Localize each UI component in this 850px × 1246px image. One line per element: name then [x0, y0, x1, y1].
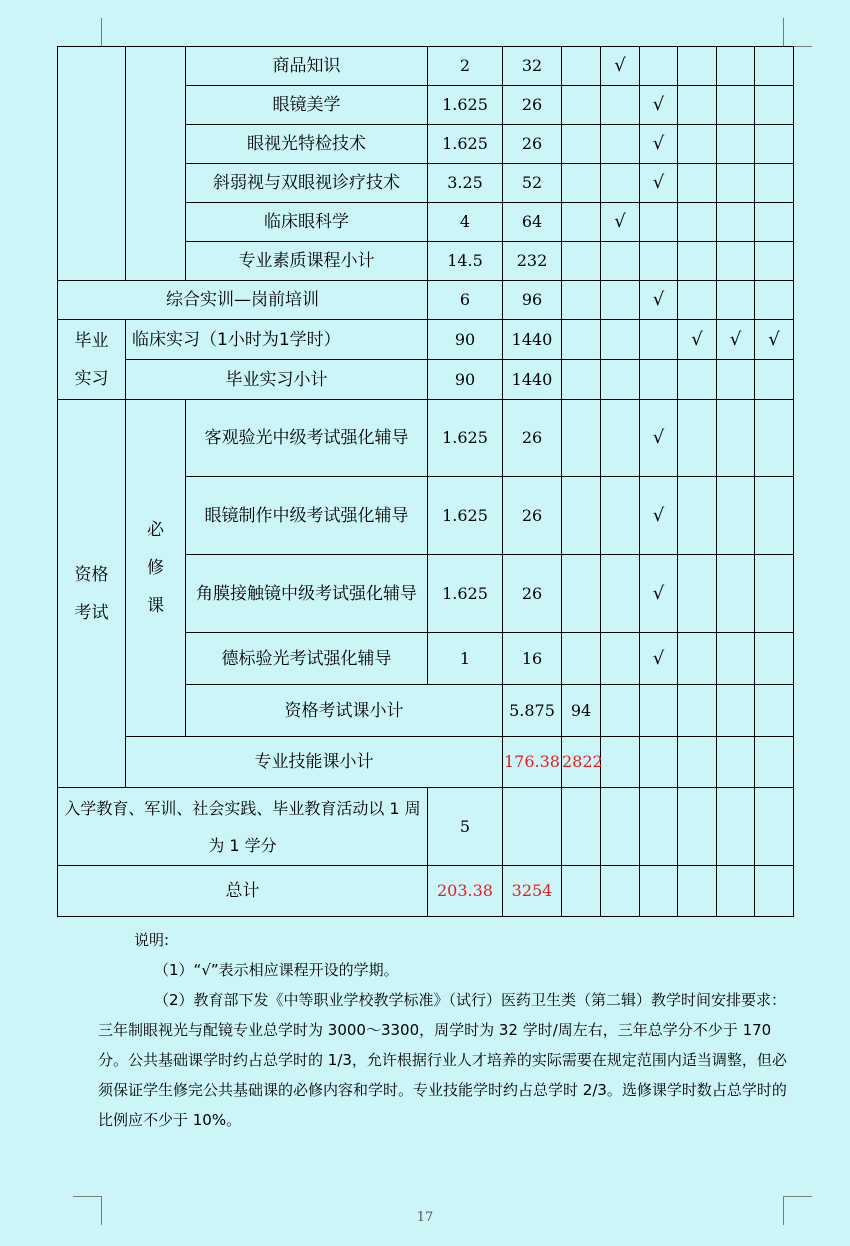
course-name: 临床实习（1小时为1学时） — [126, 320, 428, 360]
course-name: 综合实训—岗前培训 — [58, 281, 428, 320]
credits: 1.625 — [428, 86, 503, 125]
notes-label: 说明: — [134, 931, 170, 949]
check-mark — [640, 400, 678, 477]
check-mark — [601, 203, 640, 242]
course-name: 德标验光考试强化辅导 — [186, 633, 428, 685]
hours: 52 — [503, 164, 562, 203]
check-icon: √ — [768, 328, 780, 350]
table-row — [58, 360, 794, 400]
subtotal-label: 资格考试课小计 — [186, 685, 503, 737]
course-name: 临床眼科学 — [186, 203, 428, 242]
subtotal-label: 毕业实习小计 — [126, 360, 428, 400]
course-name: 商品知识 — [186, 47, 428, 86]
hours: 96 — [503, 281, 562, 320]
check-icon: √ — [652, 582, 665, 604]
credits: 14.5 — [428, 242, 503, 281]
credits: 1 — [428, 633, 503, 685]
course-name: 角膜接触镜中级考试强化辅导 — [186, 555, 428, 633]
course-name: 入学教育、军训、社会实践、毕业教育活动以 1 周为 1 学分 — [58, 788, 428, 866]
credits: 203.38 — [428, 866, 503, 917]
note-item-2: （2）教育部下发《中等职业学校教学标准》（试行）医药卫生类（第二辑）教学时间安排要求：三年制眼视光与配镜专业总学时为 3000～3300，周学时为 32 学时/周左右，三年总学分不少于 170 分。公共基础课学时约占总学时的 1/3，允许根据行业人才培养的实际需要在规定范围内适当调整，但必须保证学生修完公共基础课的必修内容和学时。专业技能学时约占总学时 2/3。选修课学时数占总学时的比例应不少于 10%。 — [98, 991, 787, 1129]
course-name: 眼视光特检技术 — [186, 125, 428, 164]
check-mark — [755, 320, 794, 360]
subtotal-label: 专业技能课小计 — [126, 737, 503, 788]
check-mark — [640, 555, 678, 633]
table-row — [58, 737, 794, 788]
course-name: 斜弱视与双眼视诊疗技术 — [186, 164, 428, 203]
course-name: 眼镜美学 — [186, 86, 428, 125]
credits: 1.625 — [428, 125, 503, 164]
credits: 1.625 — [428, 477, 503, 555]
notes — [98, 925, 788, 1135]
credits: 1.625 — [428, 400, 503, 477]
credits: 6 — [428, 281, 503, 320]
hours: 1440 — [503, 360, 562, 400]
group-label-graduation: 毕业实习 — [58, 320, 126, 400]
hours: 26 — [503, 86, 562, 125]
check-icon: √ — [614, 211, 626, 232]
page-number: 17 — [416, 1210, 434, 1225]
hours: 94 — [562, 685, 601, 737]
table-row — [58, 320, 794, 360]
credits: 5.875 — [503, 685, 562, 737]
check-mark — [678, 320, 717, 360]
group-label-qualification: 资格考试 — [58, 400, 126, 788]
note-item-1: （1）“√”表示相应课程开设的学期。 — [154, 961, 399, 979]
hours: 3254 — [503, 866, 562, 917]
check-icon: √ — [652, 504, 665, 526]
credits: 176.38 — [503, 737, 562, 788]
hours: 26 — [503, 125, 562, 164]
check-mark — [640, 281, 678, 320]
crop-mark-top-left — [73, 18, 102, 47]
group-label-required: 必修课 — [126, 400, 186, 737]
hours: 26 — [503, 555, 562, 633]
table-row — [58, 400, 794, 477]
curriculum-table — [57, 46, 794, 917]
table-row — [58, 47, 794, 86]
check-mark — [601, 47, 640, 86]
table-row — [58, 866, 794, 917]
check-mark — [640, 86, 678, 125]
credits: 1.625 — [428, 555, 503, 633]
check-mark — [640, 125, 678, 164]
hours: 232 — [503, 242, 562, 281]
hours: 64 — [503, 203, 562, 242]
hours: 32 — [503, 47, 562, 86]
credits: 2 — [428, 47, 503, 86]
table-row — [58, 788, 794, 866]
check-icon: √ — [729, 328, 742, 350]
subgroup-cell — [126, 47, 186, 281]
credits: 90 — [428, 360, 503, 400]
check-mark — [640, 477, 678, 555]
check-mark — [717, 320, 755, 360]
check-icon: √ — [691, 328, 703, 350]
check-icon: √ — [652, 172, 665, 193]
table-row — [58, 281, 794, 320]
credits: 90 — [428, 320, 503, 360]
hours: 26 — [503, 477, 562, 555]
course-name: 客观验光中级考试强化辅导 — [186, 400, 428, 477]
check-icon: √ — [652, 133, 665, 154]
total-label: 总计 — [58, 866, 428, 917]
check-icon: √ — [652, 94, 665, 115]
check-icon: √ — [652, 647, 665, 669]
credits: 4 — [428, 203, 503, 242]
check-mark — [640, 633, 678, 685]
subtotal-label: 专业素质课程小计 — [186, 242, 428, 281]
hours — [503, 788, 562, 866]
hours: 16 — [503, 633, 562, 685]
credits: 3.25 — [428, 164, 503, 203]
group-cell — [58, 47, 126, 281]
hours: 26 — [503, 400, 562, 477]
check-mark — [640, 164, 678, 203]
hours: 2822 — [562, 737, 601, 788]
check-icon: √ — [614, 55, 626, 76]
credits: 5 — [428, 788, 503, 866]
course-name: 眼镜制作中级考试强化辅导 — [186, 477, 428, 555]
crop-mark-top-right — [783, 18, 812, 47]
hours: 1440 — [503, 320, 562, 360]
check-icon: √ — [652, 289, 665, 310]
check-icon: √ — [652, 427, 665, 448]
